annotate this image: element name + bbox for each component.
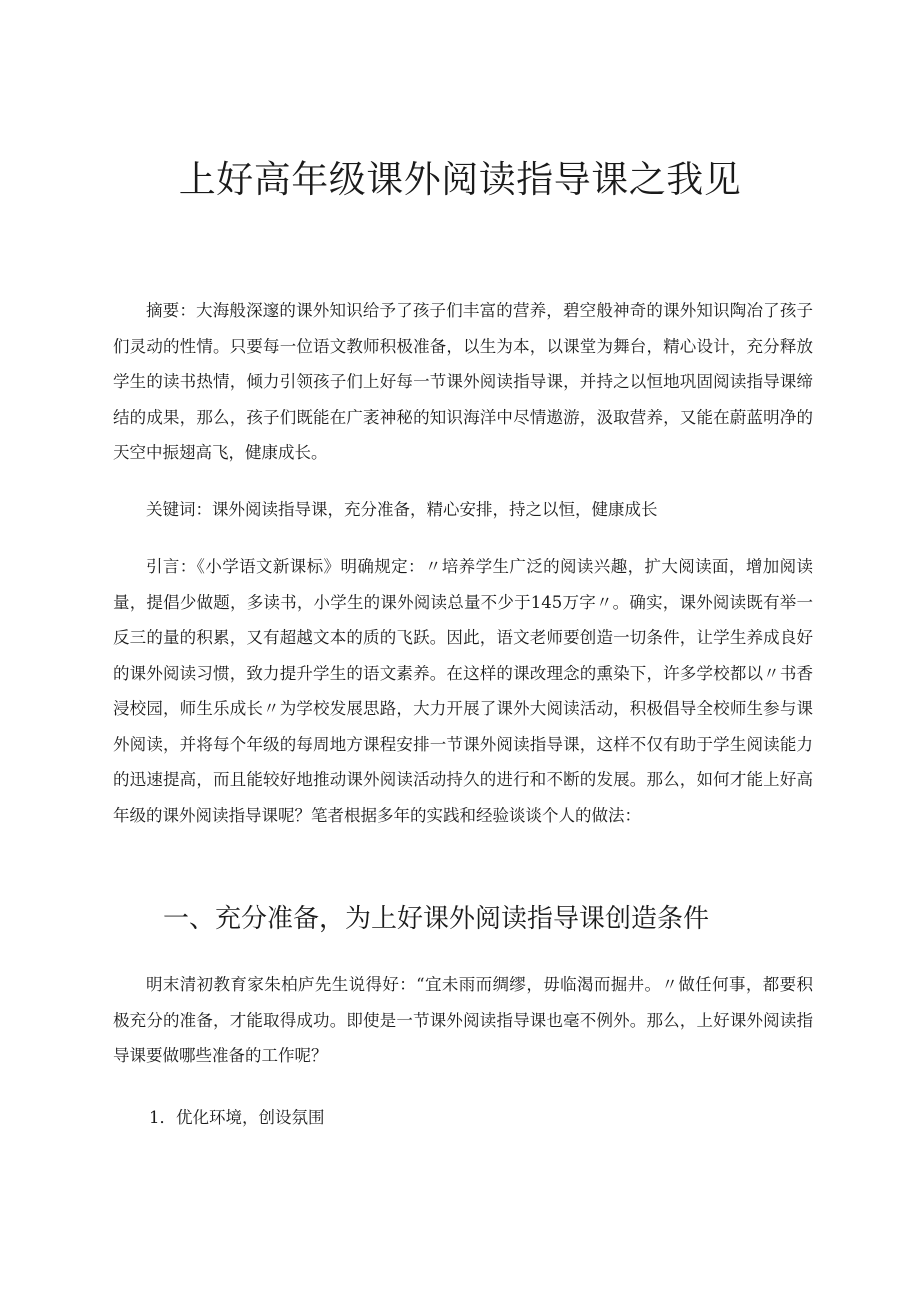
abstract-paragraph: 摘要：大海般深邃的课外知识给予了孩子们丰富的营养，碧空般神奇的课外知识陶冶了孩子们灵动的性情。只要每一位语文教师积极准备，以生为本，以课堂为舞台，精心设计，充分释放学生的读书热情，倾力引领孩子们上好每一节课外阅读指导课，并持之以恒地巩固阅读指导课缔结的成果，那么，孩子们既能在广袤神秘的知识海洋中尽情遨游，汲取营养，又能在蔚蓝明净的天空中振翅高飞，健康成长。 <box>113 301 813 462</box>
section-body-paragraph: 明末清初教育家朱柏庐先生说得好：“宜未雨而绸缪，毋临渴而掘井。〃做任何事，都要积极充分的准备，才能取得成功。即使是一节课外阅读指导课也毫不例外。那么，上好课外阅读指导课要做哪些准备的工作呢？ <box>113 975 813 1065</box>
document-title: 上好高年级课外阅读指导课之我见 <box>178 158 742 201</box>
keywords-paragraph: 关键词：课外阅读指导课，充分准备，精心安排，持之以恒，健康成长 <box>146 500 658 519</box>
section-heading: 一、充分准备，为上好课外阅读指导课创造条件 <box>163 904 710 934</box>
introduction-paragraph: 引言：《小学语文新课标》明确规定：〃培养学生广泛的阅读兴趣，扩大阅读面，增加阅读量，提倡少做题，多读书，小学生的课外阅读总量不少于145万字〃。确实，课外阅读既有举一反三的量的积累，又有超越文本的质的飞跃。因此，语文老师要创造一切条件，让学生养成良好的课外阅读习惯，致力提升学生的语文素养。在这样的课改理念的熏染下，许多学校都以〃书香浸校园，师生乐成长〃为学校发展思路，大力开展了课外大阅读活动，积极倡导全校师生参与课外阅读，并将每个年级的每周地方课程安排一节课外阅读指导课，这样不仅有助于学生阅读能力的迅速提高，而且能较好地推动课外阅读活动持久的进行和不断的发展。那么，如何才能上好高年级的课外阅读指导课呢？笔者根据多年的实践和经验谈谈个人的做法： <box>113 557 813 825</box>
subsection-heading: 1．优化环境，创设氛围 <box>149 1108 325 1127</box>
